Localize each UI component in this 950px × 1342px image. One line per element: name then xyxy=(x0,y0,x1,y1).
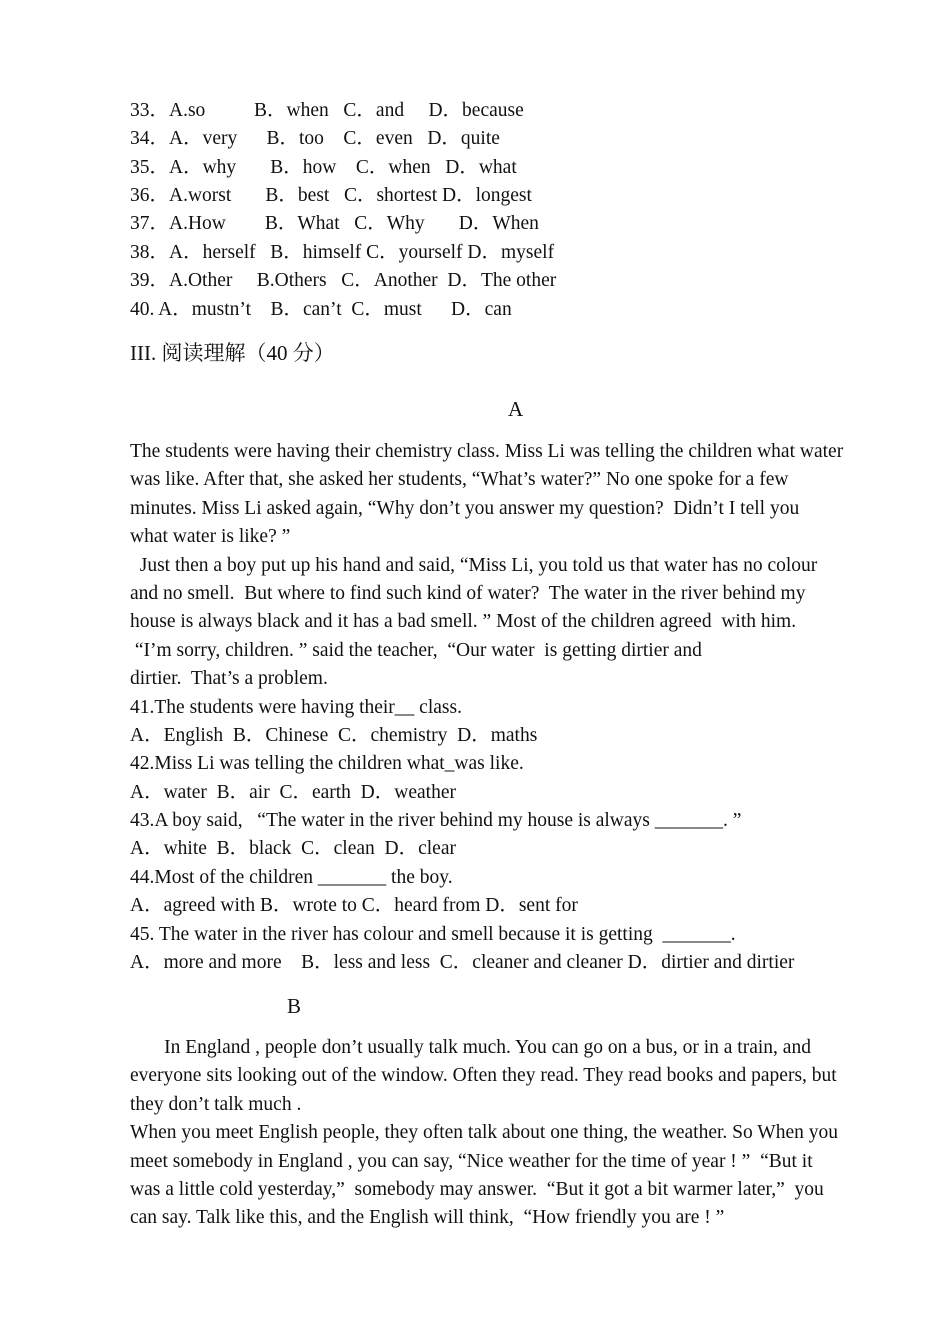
question-42: 42.Miss Li was telling the children what_was like. xyxy=(130,753,524,774)
passage-b-line: they don’t talk much . xyxy=(130,1094,302,1115)
passage-b-line: meet somebody in England , you can say, “Nice weather for the time of year ! ” “But it xyxy=(130,1151,813,1172)
options-45: A．more and more B．less and less C．cleaner and cleaner D．dirtier and dirtier xyxy=(130,952,795,973)
choice-line-40: 40. A．mustn’t B．can’t C．must D．can xyxy=(130,299,512,320)
choice-line-37: 37．A.How B．What C．Why D．When xyxy=(130,213,539,234)
options-42: A．water B．air C．earth D．weather xyxy=(130,782,456,803)
passage-b-label: B xyxy=(287,994,302,1018)
passage-a-line: what water is like? ” xyxy=(130,526,291,547)
choice-line-38: 38．A．herself B．himself C．yourself D．myself xyxy=(130,242,555,263)
passage-a-line: house is always black and it has a bad smell. ” Most of the children agreed with him. xyxy=(130,611,797,632)
passage-b-line: When you meet English people, they often talk about one thing, the weather. So When you xyxy=(130,1122,838,1143)
options-43: A．white B．black C．clean D．clear xyxy=(130,838,456,859)
passage-b-line: everyone sits looking out of the window. Often they read. They read books and papers, but xyxy=(130,1065,837,1086)
passage-a-line: was like. After that, she asked her students, “What’s water?” No one spoke for a few xyxy=(130,469,789,490)
passage-a-line: “I’m sorry, children. ” said the teacher, “Our water is getting dirtier and xyxy=(130,640,702,661)
question-43: 43.A boy said, “The water in the river behind my house is always _______. ” xyxy=(130,810,742,831)
question-41: 41.The students were having their__ class. xyxy=(130,697,462,718)
choice-line-34: 34．A．very B．too C．even D．quite xyxy=(130,128,500,149)
options-44: A．agreed with B．wrote to C．heard from D．sent for xyxy=(130,895,578,916)
passage-a-line: The students were having their chemistry class. Miss Li was telling the children what water xyxy=(130,441,844,462)
question-45: 45. The water in the river has colour and smell because it is getting _______. xyxy=(130,924,736,945)
passage-a-line: minutes. Miss Li asked again, “Why don’t you answer my question? Didn’t I tell you xyxy=(130,498,800,519)
choice-line-39: 39．A.Other B.Others C．Another D．The other xyxy=(130,270,557,291)
passage-a-label: A xyxy=(508,397,524,421)
options-41: A．English B．Chinese C．chemistry D．maths xyxy=(130,725,538,746)
choice-line-35: 35．A．why B．how C．when D．what xyxy=(130,157,517,178)
section-title: III. 阅读理解（40 分） xyxy=(130,341,335,365)
passage-a-line: and no smell. But where to find such kind of water? The water in the river behind my xyxy=(130,583,806,604)
choice-line-36: 36．A.worst B．best C．shortest D．longest xyxy=(130,185,532,206)
passage-b-line: can say. Talk like this, and the English will think, “How friendly you are ! ” xyxy=(130,1207,725,1228)
passage-b-line: was a little cold yesterday,” somebody may answer. “But it got a bit warmer later,” you xyxy=(130,1179,824,1200)
passage-a-line: Just then a boy put up his hand and said, “Miss Li, you told us that water has no colour xyxy=(130,555,818,576)
passage-b-line: In England , people don’t usually talk much. You can go on a bus, or in a train, and xyxy=(130,1037,811,1058)
question-44: 44.Most of the children _______ the boy. xyxy=(130,867,453,888)
passage-a-line: dirtier. That’s a problem. xyxy=(130,668,328,689)
choice-line-33: 33．A.so B．when C．and D．because xyxy=(130,100,524,121)
